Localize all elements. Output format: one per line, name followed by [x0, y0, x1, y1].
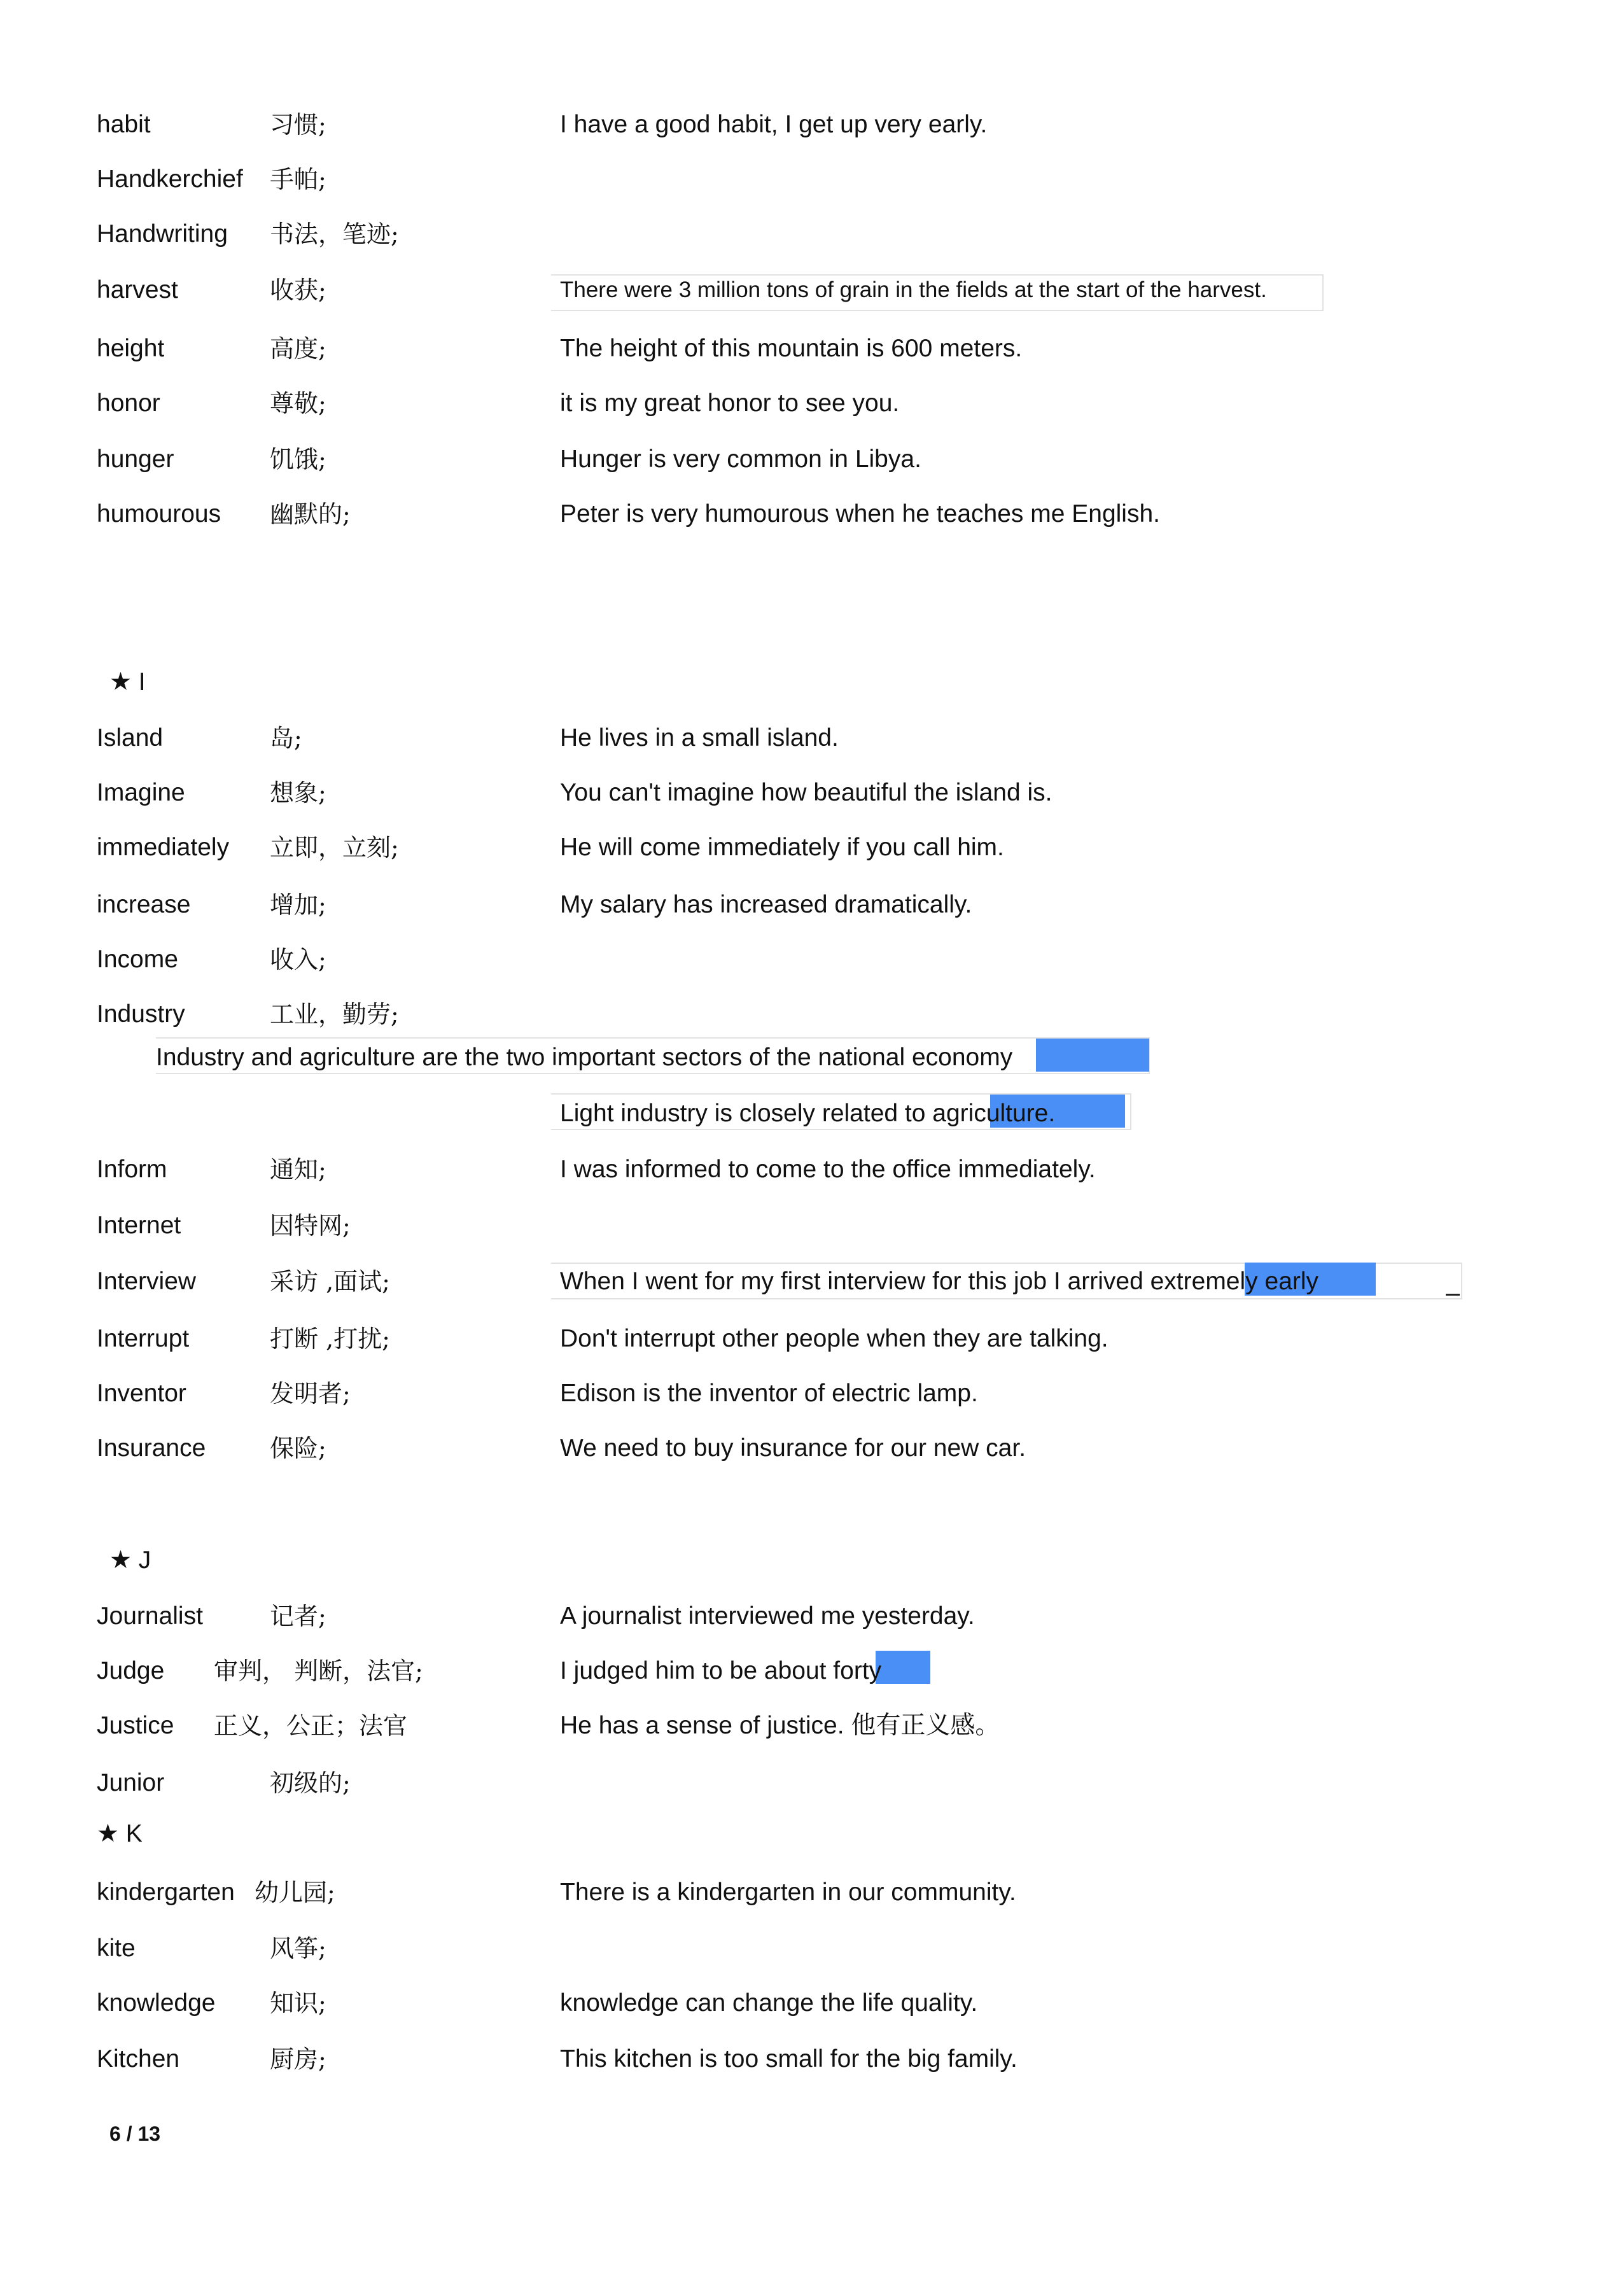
vocab-entry [0, 106, 1622, 144]
vocab-word: harvest [97, 276, 178, 304]
vocab-entry [0, 2040, 1622, 2078]
vocab-example: This kitchen is too small for the big family. [560, 2045, 1017, 2073]
page-number: 6 / 13 [109, 2122, 161, 2145]
vocab-word: height [97, 335, 165, 362]
vocab-word: Industry [97, 1000, 185, 1028]
vocab-example: He lives in a small island. [560, 724, 839, 752]
vocab-entry [0, 495, 1622, 533]
vocab-entry [0, 1652, 1622, 1690]
vocab-example: The height of this mountain is 600 meters. [560, 335, 1023, 362]
vocab-translation: 想象; [270, 779, 326, 807]
vocab-translation: 风筝; [270, 1935, 326, 1963]
vocab-word: Handwriting [97, 220, 228, 248]
vocab-entry [0, 160, 1622, 199]
vocab-translation: 岛; [270, 724, 302, 752]
vocab-translation: 通知; [270, 1156, 326, 1184]
vocab-entry [0, 1597, 1622, 1635]
vocab-translation: 因特网; [270, 1212, 351, 1240]
vocab-word: Insurance [97, 1434, 206, 1462]
vocab-word: Justice [97, 1712, 174, 1739]
vocab-entry [0, 440, 1622, 479]
vocab-entry [0, 1320, 1622, 1358]
section-heading-i: ★ I [109, 668, 146, 696]
vocab-word: Kitchen [97, 2045, 180, 2073]
vocab-translation: 正义，公正；法官 [214, 1712, 408, 1740]
vocab-translation: 习惯; [270, 111, 326, 139]
vocab-translation: 幼儿园; [255, 1879, 335, 1907]
vocab-word: increase [97, 891, 191, 918]
vocab-translation: 高度; [270, 335, 326, 363]
section-heading-k: ★ K [97, 1820, 143, 1847]
vocab-translation: 收获; [270, 276, 326, 304]
vocab-example: We need to buy insurance for our new car. [560, 1434, 1026, 1462]
vocab-entry [0, 1207, 1622, 1245]
vocab-translation: 保险; [270, 1434, 326, 1462]
vocab-entry [0, 774, 1622, 812]
vocab-translation: 收入; [270, 946, 326, 974]
vocab-word: Income [97, 946, 178, 973]
vocab-entry [0, 1764, 1622, 1802]
vocab-translation: 发明者; [270, 1380, 351, 1408]
vocab-example: There were 3 million tons of grain in the fields at the start of the harvest. [560, 277, 1267, 302]
vocab-word: Inventor [97, 1380, 186, 1407]
vocab-example: He has a sense of justice. 他有正义感。 [560, 1712, 1000, 1739]
vocab-entry [0, 1263, 1622, 1301]
vocab-example: it is my great honor to see you. [560, 389, 900, 417]
vocab-word: Imagine [97, 779, 185, 806]
vocab-word: habit [97, 111, 151, 138]
section-heading-j: ★ J [109, 1546, 151, 1574]
vocab-entry [0, 829, 1622, 867]
vocab-word: Handkerchief [97, 165, 243, 193]
vocab-entry [0, 1429, 1622, 1467]
vocab-word: immediately [97, 834, 230, 861]
vocab-word: knowledge [97, 1989, 216, 2017]
vocab-translation: 书法，笔迹; [270, 220, 399, 248]
vocab-translation: 初级的; [270, 1769, 351, 1797]
vocab-translation: 尊敬; [270, 389, 326, 417]
vocab-word: Judge [97, 1657, 165, 1684]
vocab-example: I have a good habit, I get up very early. [560, 111, 988, 138]
vocab-entry [0, 995, 1622, 1033]
vocab-translation: 记者; [270, 1602, 326, 1630]
vocab-example: When I went for my first interview for this job I arrived extremely early [560, 1268, 1319, 1295]
example-line [0, 1095, 1622, 1133]
vocab-word: kindergarten [97, 1879, 235, 1906]
vocab-translation: 审判， 判断，法官; [214, 1657, 423, 1685]
vocab-translation: 知识; [270, 1989, 326, 2017]
vocab-entry [0, 1984, 1622, 2022]
vocab-translation: 饥饿; [270, 445, 326, 473]
vocab-example: Light industry is closely related to agriculture. [560, 1100, 1056, 1127]
vocab-word: honor [97, 389, 160, 417]
vocab-example: Hunger is very common in Libya. [560, 445, 921, 473]
vocab-translation: 工业，勤劳; [270, 1000, 399, 1028]
vocab-entry [0, 271, 1622, 309]
vocab-word: Journalist [97, 1602, 203, 1630]
vocab-example: There is a kindergarten in our community. [560, 1879, 1016, 1906]
vocab-translation: 打断 ,打扰; [270, 1325, 390, 1353]
vocab-word: humourous [97, 500, 221, 528]
vocab-example: My salary has increased dramatically. [560, 891, 972, 918]
vocab-translation: 幽默的; [270, 500, 351, 528]
vocab-example: Industry and agriculture are the two important sectors of the national economy [156, 1044, 1013, 1071]
vocab-translation: 采访 ,面试; [270, 1268, 390, 1296]
vocab-entry [0, 1929, 1622, 1968]
vocab-example: Edison is the inventor of electric lamp. [560, 1380, 978, 1407]
vocab-word: Inform [97, 1156, 167, 1183]
vocab-word: Interview [97, 1268, 197, 1295]
example-line [0, 1039, 1622, 1077]
vocab-word: kite [97, 1935, 136, 1962]
vocab-example: knowledge can change the life quality. [560, 1989, 978, 2017]
vocab-example: Peter is very humourous when he teaches me English. [560, 500, 1160, 528]
vocab-entry [0, 1707, 1622, 1745]
vocab-entry [0, 384, 1622, 423]
vocab-example: I judged him to be about forty [560, 1657, 882, 1684]
vocab-example: I was informed to come to the office immediately. [560, 1156, 1096, 1183]
vocab-translation: 增加; [270, 891, 326, 919]
vocab-word: Junior [97, 1769, 165, 1796]
vocab-entry [0, 1375, 1622, 1413]
vocab-entry [0, 1873, 1622, 1912]
vocab-entry [0, 215, 1622, 253]
vocab-example: A journalist interviewed me yesterday. [560, 1602, 975, 1630]
vocab-word: Island [97, 724, 164, 752]
vocab-entry [0, 330, 1622, 368]
vocab-entry [0, 719, 1622, 757]
vocab-word: Internet [97, 1212, 181, 1239]
vocab-entry [0, 1151, 1622, 1189]
vocab-example: You can't imagine how beautiful the island is. [560, 779, 1052, 806]
vocab-example: Don't interrupt other people when they are talking. [560, 1325, 1108, 1352]
vocab-translation: 手帕; [270, 165, 326, 193]
vocab-entry [0, 886, 1622, 924]
vocab-entry [0, 941, 1622, 979]
vocab-translation: 立即，立刻; [270, 834, 399, 862]
vocab-translation: 厨房; [270, 2045, 326, 2073]
vocab-word: Interrupt [97, 1325, 190, 1352]
vocab-word: hunger [97, 445, 174, 473]
vocab-example: He will come immediately if you call him. [560, 834, 1004, 861]
